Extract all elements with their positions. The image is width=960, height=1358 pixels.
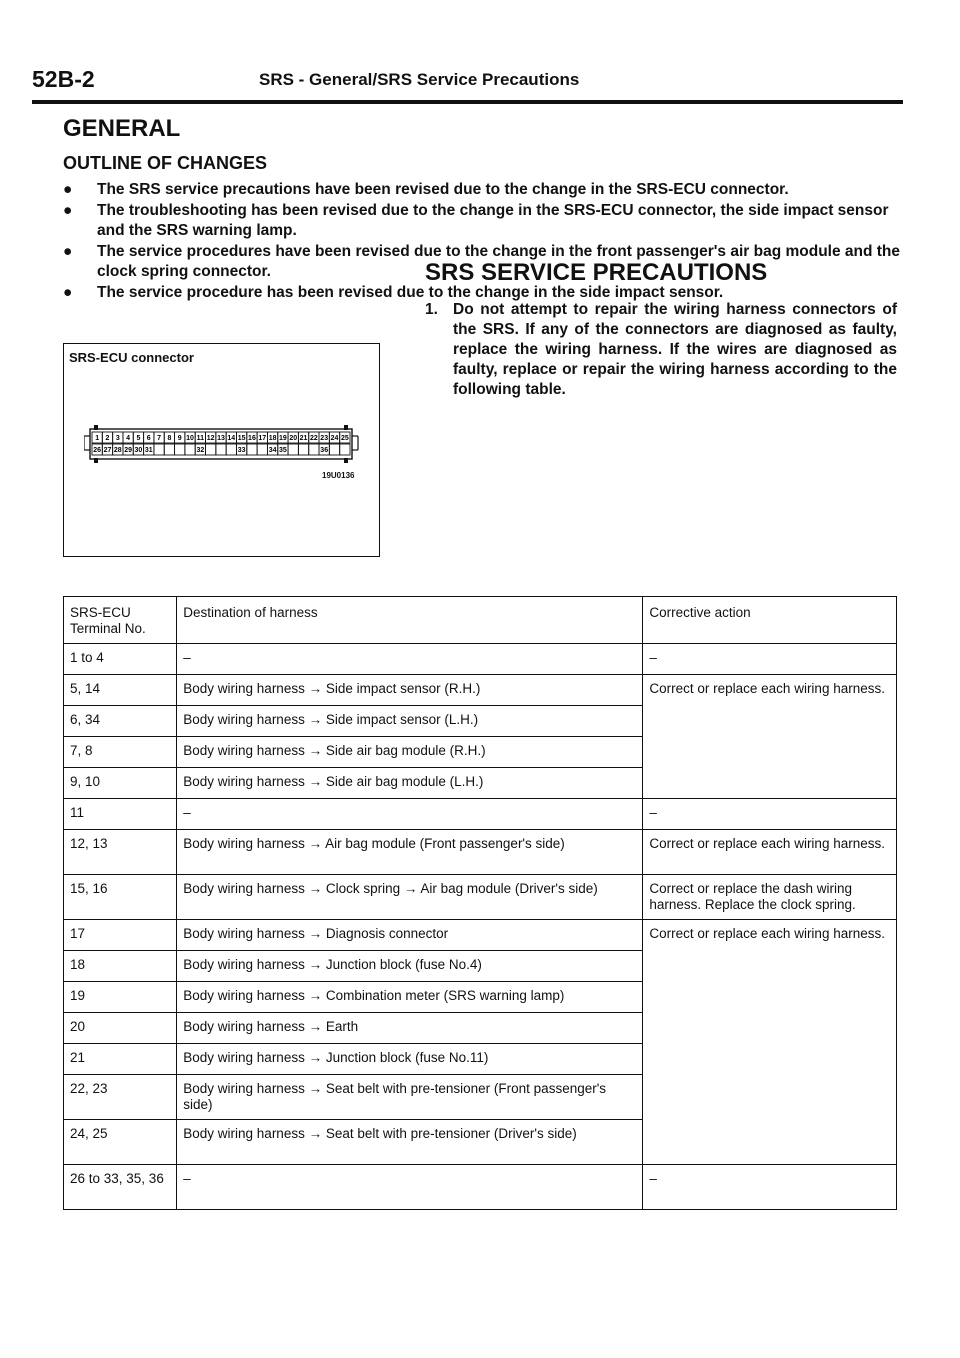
destination-cell: Body wiring harness → Combination meter (SRS warning lamp) [177,982,643,1013]
connector-blank-cell [329,444,339,455]
connector-pin-label: 5 [136,435,141,442]
terminal-cell: 18 [64,951,177,982]
header-destination: Destination of harness [177,597,643,644]
destination-cell: Body wiring harness → Side air bag module (L.H.) [177,768,643,799]
terminal-cell: 6, 34 [64,706,177,737]
connector-pin-label: 7 [157,435,162,442]
bullet-icon: ● [63,243,73,260]
list-item [63,201,903,241]
connector-pin-label: 10 [186,435,194,442]
terminal-cell: 1 to 4 [64,644,177,675]
connector-pin-label: 4 [126,435,131,442]
action-cell: Correct or replace each wiring harness. [643,675,897,799]
destination-cell: Body wiring harness → Seat belt with pre-tensioner (Front passenger's side) [177,1075,643,1120]
destination-cell: – [177,799,643,830]
list-item-text: The troubleshooting has been revised due to the change in the SRS-ECU connector, the side impact sensor and the SRS warning lamp. [97,202,889,239]
table-row [64,830,897,875]
destination-cell: – [177,644,643,675]
connector-key [94,458,98,463]
connector-blank-cell [226,444,236,455]
connector-pin-label: 23 [320,435,329,442]
connector-pin-label: 16 [248,435,256,442]
action-cell: – [643,644,897,675]
terminal-cell: 12, 13 [64,830,177,875]
table-row [64,1165,897,1210]
connector-pin-label: 18 [268,435,277,442]
action-cell: – [643,1165,897,1210]
connector-pin-label: 3 [115,435,120,442]
subheading-outline-of-changes: OUTLINE OF CHANGES [63,153,268,173]
action-cell: Correct or replace each wiring harness. [643,830,897,875]
terminal-cell: 19 [64,982,177,1013]
destination-cell: Body wiring harness → Side impact sensor (L.H.) [177,706,643,737]
connector-pin-label: 15 [237,435,246,442]
connector-pin-label: 21 [299,435,308,442]
table-row [64,799,897,830]
destination-cell: Body wiring harness → Air bag module (Front passenger's side) [177,830,643,875]
pin-row-top [92,432,350,443]
figure-id: 19U0136 [322,471,355,480]
list-item-text: The service procedures have been revised due to the change in the front passenger's air bag module and the clock spring connector. [97,243,901,280]
terminal-table [63,596,897,1210]
destination-cell: Body wiring harness → Diagnosis connector [177,920,643,951]
bullet-icon: ● [63,284,73,301]
page-number: 52B-2 [32,66,95,92]
section-heading-precautions: SRS SERVICE PRECAUTIONS [425,259,768,286]
terminal-cell: 26 to 33, 35, 36 [64,1165,177,1210]
connector-blank-cell [288,444,298,455]
connector-blank-cell [164,444,174,455]
connector-blank-cell [298,444,308,455]
connector-pin-label: 8 [167,435,172,442]
connector-blank-cell [206,444,216,455]
list-item-text: The service procedure has been revised due to the change in the side impact sensor. [97,284,724,301]
connector-pin-label: 19 [279,435,287,442]
terminal-cell: 24, 25 [64,1120,177,1165]
connector-pin-label: 30 [134,447,143,454]
terminal-cell: 5, 14 [64,675,177,706]
section-heading-general: GENERAL [63,115,181,142]
connector-figure [63,343,380,557]
connector-pin-label: 6 [146,435,151,442]
destination-cell: Body wiring harness → Junction block (fuse No.4) [177,951,643,982]
connector-pin-label: 14 [227,435,236,442]
bullet-icon: ● [63,202,73,219]
action-cell: Correct or replace each wiring harness. [643,920,897,1165]
connector-pin-label: 35 [279,447,287,454]
terminal-cell: 20 [64,1013,177,1044]
connector-pin-label: 36 [320,447,329,454]
connector-pin-label: 28 [113,447,122,454]
terminal-cell: 15, 16 [64,875,177,920]
action-cell: Correct or replace the dash wiring harness. Replace the clock spring. [643,875,897,920]
connector-pin-label: 22 [309,435,318,442]
list-item-text: The SRS service precautions have been revised due to the change in the SRS-ECU connector. [97,181,789,198]
connector-diagram [84,422,359,467]
destination-cell: Body wiring harness → Clock spring → Air bag module (Driver's side) [177,875,643,920]
destination-cell: Body wiring harness → Junction block (fuse No.11) [177,1044,643,1075]
connector-pin-label: 9 [177,435,182,442]
figure-caption: SRS-ECU connector [69,350,194,365]
terminal-cell: 9, 10 [64,768,177,799]
destination-cell: Body wiring harness → Side impact sensor (R.H.) [177,675,643,706]
terminal-cell: 11 [64,799,177,830]
table-row [64,644,897,675]
connector-pin-label: 34 [268,447,277,454]
connector-pin-label: 2 [105,435,110,442]
connector-key [94,425,98,430]
connector-pin-label: 29 [124,447,133,454]
connector-pin-label: 12 [206,435,215,442]
connector-blank-cell [340,444,350,455]
table-row [64,875,897,920]
terminal-cell: 17 [64,920,177,951]
destination-cell: Body wiring harness → Side air bag module (R.H.) [177,737,643,768]
running-title: SRS - General/SRS Service Precautions [259,70,580,89]
connector-blank-cell [216,444,226,455]
page-header [32,66,903,104]
connector-pin-label: 17 [258,435,267,442]
header-action: Corrective action [643,597,897,644]
connector-pin-label: 33 [237,447,246,454]
connector-pin-label: 25 [340,435,349,442]
connector-pin-label: 27 [103,447,112,454]
connector-pin-label: 26 [93,447,102,454]
connector-blank-cell [185,444,195,455]
connector-key [344,425,348,430]
bullet-icon: ● [63,181,73,198]
terminal-cell: 22, 23 [64,1075,177,1120]
precaution-text: Do not attempt to repair the wiring harness connectors of the SRS. If any of the connectors are diagnosed as faulty, replace the wiring harness. If the wires are diagnosed as faulty, replace or repair the wiring harness according to the following table. [453,301,897,398]
action-cell: – [643,799,897,830]
connector-pin-label: 13 [217,435,225,442]
connector-blank-cell [175,444,185,455]
connector-key [344,458,348,463]
table-row [64,675,897,706]
connector-blank-cell [257,444,267,455]
connector-pin-label: 1 [95,435,100,442]
connector-pin-label: 32 [196,447,205,454]
connector-pin-label: 20 [289,435,298,442]
precaution-number: 1. [425,301,438,318]
terminal-cell: 7, 8 [64,737,177,768]
connector-pin-label: 24 [330,435,339,442]
connector-blank-cell [154,444,164,455]
connector-blank-cell [247,444,257,455]
connector-pin-label: 11 [196,435,205,442]
terminal-cell: 21 [64,1044,177,1075]
table-row [64,920,897,951]
destination-cell: Body wiring harness → Seat belt with pre-tensioner (Driver's side) [177,1120,643,1165]
connector-pin-label: 31 [144,447,153,454]
destination-cell: Body wiring harness → Earth [177,1013,643,1044]
header-terminal: SRS-ECU Terminal No. [64,597,177,644]
connector-blank-cell [309,444,319,455]
pin-row-bottom [92,444,350,455]
table-header-row [64,597,897,644]
destination-cell: – [177,1165,643,1210]
precaution-item [425,300,897,400]
list-item [63,180,903,200]
